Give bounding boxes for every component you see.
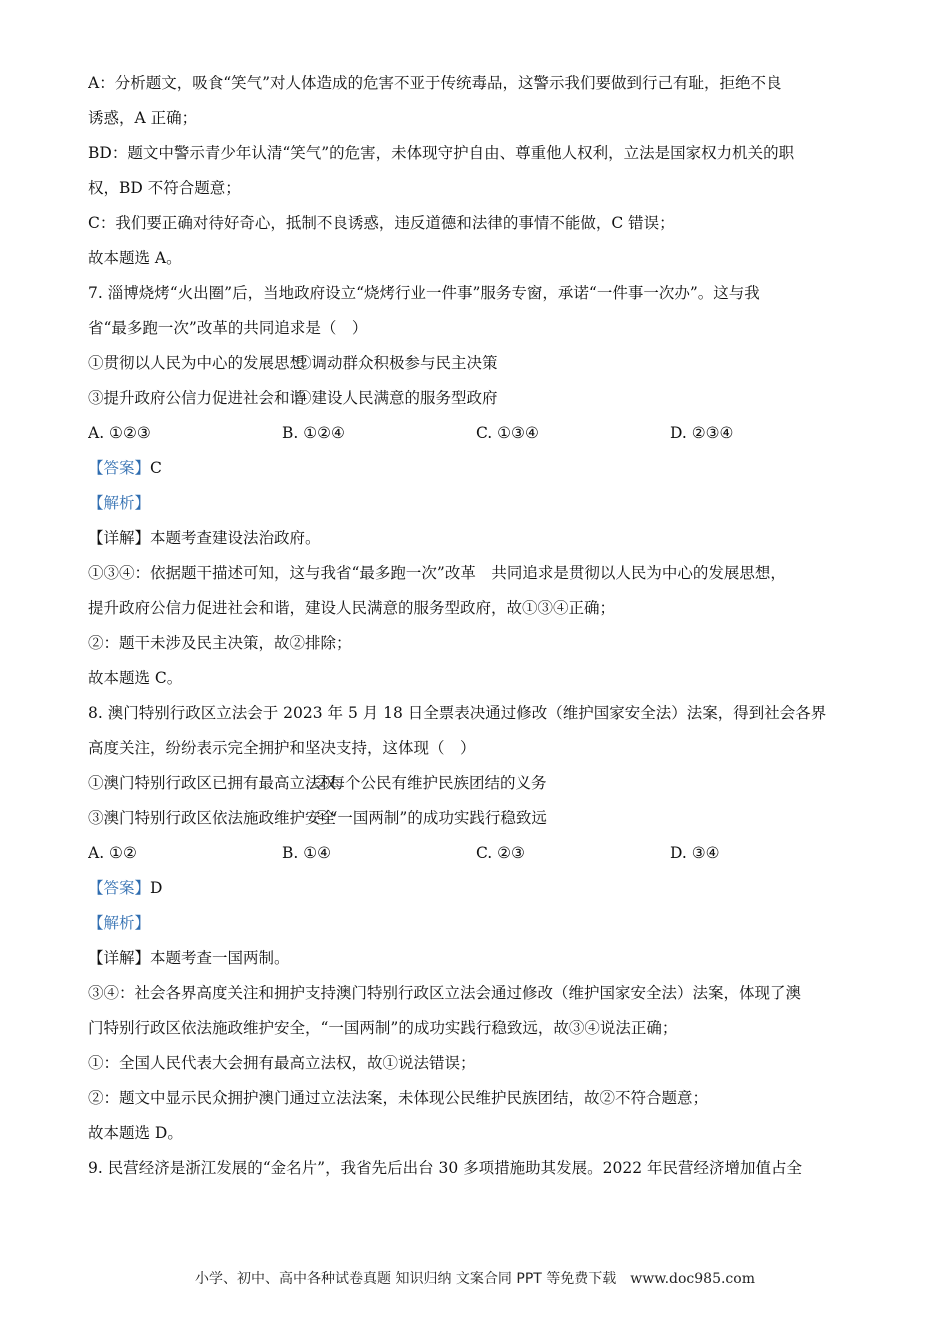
text-line: ①：全国人民代表大会拥有最高立法权，故①说法错误； <box>88 1054 476 1072</box>
answer-tag: 【答案】 <box>88 879 151 897</box>
detail-text: 本题考查一国两制。 <box>150 949 290 967</box>
question-8-item: ①澳门特别行政区已拥有最高立法权 <box>88 774 337 792</box>
text-line: 故本题选 C。 <box>88 669 183 687</box>
question-8-analysis <box>88 906 878 941</box>
text-line: BD：题文中警示青少年认清“笑气”的危害，未体现守护自由、尊重他人权利，立法是国家权力机关的职 <box>88 144 795 162</box>
text-line: 提升政府公信力促进社会和谐，建设人民满意的服务型政府，故①③④正确； <box>88 599 616 617</box>
question-8-items-row2 <box>88 801 878 836</box>
text-line: A：分析题文，吸食“笑气”对人体造成的危害不亚于传统毒品，这警示我们要做到行己有耻，拒绝不良 <box>88 74 782 92</box>
text-line: ②：题干未涉及民主决策，故②排除； <box>88 634 352 652</box>
option-b: B. ①④ <box>282 844 332 862</box>
question-7-items-row1 <box>88 346 878 381</box>
text-line: ③④：社会各界高度关注和拥护支持澳门特别行政区立法会通过修改（维护国家安全法）法案，体现了澳 <box>88 984 802 1002</box>
question-8-item: ③澳门特别行政区依法施政维护安全 <box>88 809 337 827</box>
answer-tag: 【答案】 <box>88 459 151 477</box>
text-line: ①③④：依据题干描述可知，这与我省“最多跑一次”改革 共同追求是贯彻以人民为中心的发展思想， <box>88 564 786 582</box>
option-a: A. ①②③ <box>88 424 151 442</box>
option-b: B. ①②④ <box>282 424 345 442</box>
option-a: A. ①② <box>88 844 137 862</box>
text-line: ②：题文中显示民众拥护澳门通过立法法案，未体现公民维护民族团结，故②不符合题意； <box>88 1089 709 1107</box>
option-d: D. ②③④ <box>670 424 734 442</box>
question-8-item: ②每个公民有维护民族团结的义务 <box>314 774 547 792</box>
question-7-item: ④建设人民满意的服务型政府 <box>296 389 498 407</box>
detail-tag: 【详解】 <box>88 529 151 547</box>
option-c: C. ②③ <box>476 844 525 862</box>
text-line: C：我们要正确对待好奇心，抵制不良诱惑，违反道德和法律的事情不能做，C 错误； <box>88 214 675 232</box>
question-9-stem: 9. 民营经济是浙江发展的“金名片”，我省先后出台 30 多项措施助其发展。2022 年民营经济增加值占全 <box>88 1159 803 1177</box>
question-7-items-row2 <box>88 381 878 416</box>
footer-url[interactable]: www.doc985.com <box>630 1271 755 1287</box>
document-body <box>88 66 878 1186</box>
text-line: 门特别行政区依法施政维护安全，“一国两制”的成功实践行稳致远，故③④说法正确； <box>88 1019 678 1037</box>
analysis-tag: 【解析】 <box>88 914 151 932</box>
detail-tag: 【详解】 <box>88 949 151 967</box>
answer-value: D <box>150 879 163 897</box>
question-7-item: ①贯彻以人民为中心的发展思想 <box>88 354 306 372</box>
question-7-detail <box>88 521 878 556</box>
text-line: 诱惑，A 正确； <box>88 109 198 127</box>
question-7-stem: 7. 淄博烧烤“火出圈”后，当地政府设立“烧烤行业一件事”服务专窗，承诺“一件事一次办”。这与我 <box>88 284 760 302</box>
question-8-detail <box>88 941 878 976</box>
answer-value: C <box>150 459 162 477</box>
analysis-tag: 【解析】 <box>88 494 151 512</box>
footer-text: 小学、初中、高中各种试卷真题 知识归纳 文案合同 PPT 等免费下载 <box>195 1271 617 1287</box>
option-c: C. ①③④ <box>476 424 539 442</box>
question-7-options <box>88 416 878 451</box>
page-footer <box>0 1268 950 1288</box>
question-8-options <box>88 836 878 871</box>
question-7-analysis <box>88 486 878 521</box>
question-8-stem-cont: 高度关注，纷纷表示完全拥护和坚决支持，这体现（ ） <box>88 739 476 757</box>
text-line: 故本题选 D。 <box>88 1124 183 1142</box>
question-8-answer <box>88 871 878 906</box>
question-7-item: ③提升政府公信力促进社会和谐 <box>88 389 306 407</box>
option-d: D. ③④ <box>670 844 720 862</box>
question-7-item: ②调动群众积极参与民主决策 <box>296 354 498 372</box>
question-8-item: ④“一国两制”的成功实践行稳致远 <box>314 809 547 827</box>
text-line: 权，BD 不符合题意； <box>88 179 241 197</box>
question-8-stem: 8. 澳门特别行政区立法会于 2023 年 5 月 18 日全票表决通过修改（维护国家安全法）法案，得到社会各界 <box>88 704 827 722</box>
text-line: 故本题选 A。 <box>88 249 182 267</box>
detail-text: 本题考查建设法治政府。 <box>150 529 321 547</box>
question-8-items-row1 <box>88 766 878 801</box>
question-7-answer <box>88 451 878 486</box>
question-7-stem-cont: 省“最多跑一次”改革的共同追求是（ ） <box>88 319 368 337</box>
